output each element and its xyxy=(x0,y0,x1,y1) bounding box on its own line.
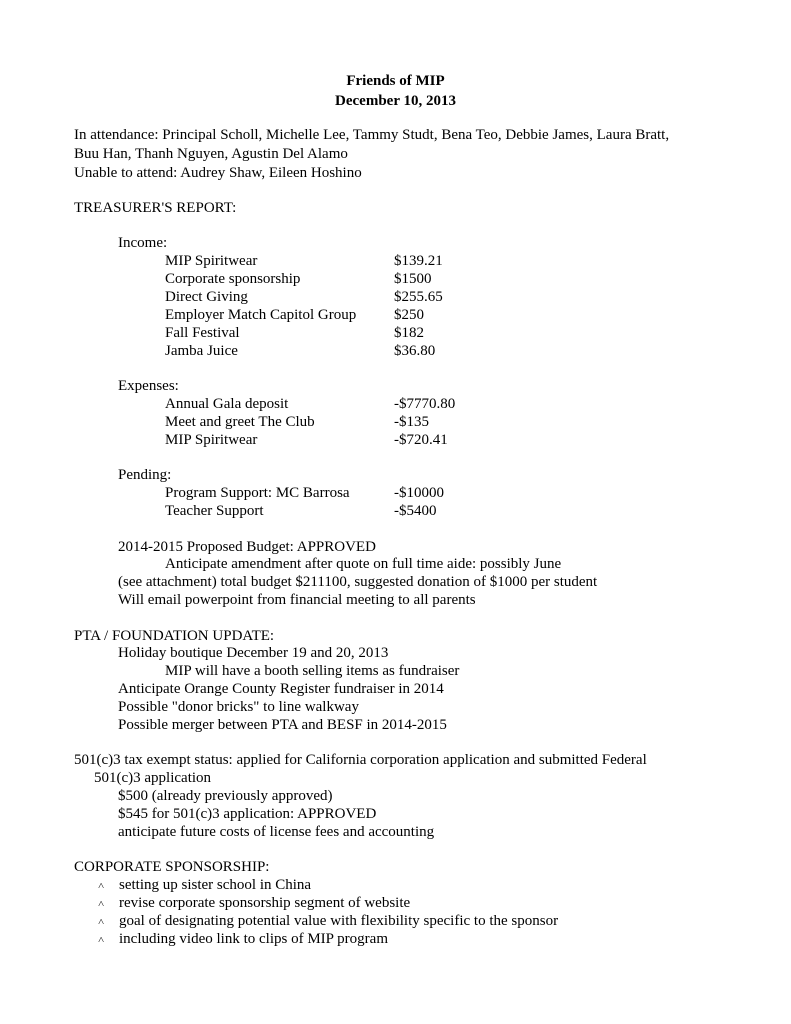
pta-line: Possible "donor bricks" to line walkway xyxy=(118,699,359,715)
income-item-amount: $255.65 xyxy=(394,289,443,305)
arrowhead-bullet-icon: ˄ xyxy=(98,916,105,928)
income-item-amount: $1500 xyxy=(394,271,432,287)
pending-item-name: Teacher Support xyxy=(165,503,264,519)
attendance-line-2: Buu Han, Thanh Nguyen, Agustin Del Alamo xyxy=(74,146,348,162)
tax-status-line: $545 for 501(c)3 application: APPROVED xyxy=(118,806,377,822)
corporate-item: including video link to clips of MIP program xyxy=(119,931,388,947)
arrowhead-bullet-icon: ˄ xyxy=(98,880,105,892)
corporate-heading: CORPORATE SPONSORSHIP: xyxy=(74,859,270,875)
income-item-name: Jamba Juice xyxy=(165,343,238,359)
pending-item-name: Program Support: MC Barrosa xyxy=(165,485,350,501)
income-item-name: Corporate sponsorship xyxy=(165,271,301,287)
meeting-date: December 10, 2013 xyxy=(335,93,456,109)
pending-item-amount: -$5400 xyxy=(394,503,437,519)
income-item-amount: $139.21 xyxy=(394,253,443,269)
pta-line: MIP will have a booth selling items as fundraiser xyxy=(165,663,460,679)
corporate-item: setting up sister school in China xyxy=(119,877,312,893)
tax-status-line: $500 (already previously approved) xyxy=(118,788,333,804)
pending-item-amount: -$10000 xyxy=(394,485,444,501)
expense-item-name: Meet and greet The Club xyxy=(165,414,315,430)
expenses-label: Expenses: xyxy=(118,378,179,394)
unable-to-attend: Unable to attend: Audrey Shaw, Eileen Hoshino xyxy=(74,165,362,181)
corporate-item: goal of designating potential value with flexibility specific to the sponsor xyxy=(119,913,559,929)
income-item-name: Fall Festival xyxy=(165,325,240,341)
income-item-name: MIP Spiritwear xyxy=(165,253,258,269)
tax-status-line: anticipate future costs of license fees and accounting xyxy=(118,824,435,840)
income-label: Income: xyxy=(118,235,168,251)
expense-item-amount: -$7770.80 xyxy=(394,396,456,412)
pta-line: Possible merger between PTA and BESF in 2014-2015 xyxy=(118,717,447,733)
budget-line: Will email powerpoint from financial meeting to all parents xyxy=(118,592,476,608)
income-item-name: Direct Giving xyxy=(165,289,248,305)
corporate-item: revise corporate sponsorship segment of website xyxy=(119,895,411,911)
pta-line: Holiday boutique December 19 and 20, 2013 xyxy=(118,645,389,661)
arrowhead-bullet-icon: ˄ xyxy=(98,934,105,946)
pending-label: Pending: xyxy=(118,467,172,483)
tax-status-line: 501(c)3 application xyxy=(94,770,212,786)
treasurer-heading: TREASURER'S REPORT: xyxy=(74,200,237,216)
tax-status-line: 501(c)3 tax exempt status: applied for California corporation application and submitted Federal xyxy=(74,752,647,768)
pta-line: Anticipate Orange County Register fundraiser in 2014 xyxy=(118,681,444,697)
expense-item-amount: -$720.41 xyxy=(394,432,448,448)
income-item-amount: $182 xyxy=(394,325,424,341)
budget-line: (see attachment) total budget $211100, suggested donation of $1000 per student xyxy=(118,574,598,590)
budget-line: 2014-2015 Proposed Budget: APPROVED xyxy=(118,539,376,555)
arrowhead-bullet-icon: ˄ xyxy=(98,898,105,910)
income-item-amount: $36.80 xyxy=(394,343,436,359)
document-title: Friends of MIP xyxy=(346,73,445,89)
income-item-name: Employer Match Capitol Group xyxy=(165,307,357,323)
expense-item-name: Annual Gala deposit xyxy=(165,396,289,412)
income-item-amount: $250 xyxy=(394,307,424,323)
expense-item-amount: -$135 xyxy=(394,414,429,430)
attendance-line-1: In attendance: Principal Scholl, Michelle Lee, Tammy Studt, Bena Teo, Debbie James, Laura Bratt, xyxy=(74,127,670,143)
budget-line: Anticipate amendment after quote on full time aide: possibly June xyxy=(165,556,562,572)
expense-item-name: MIP Spiritwear xyxy=(165,432,258,448)
pta-heading: PTA / FOUNDATION UPDATE: xyxy=(74,628,275,644)
